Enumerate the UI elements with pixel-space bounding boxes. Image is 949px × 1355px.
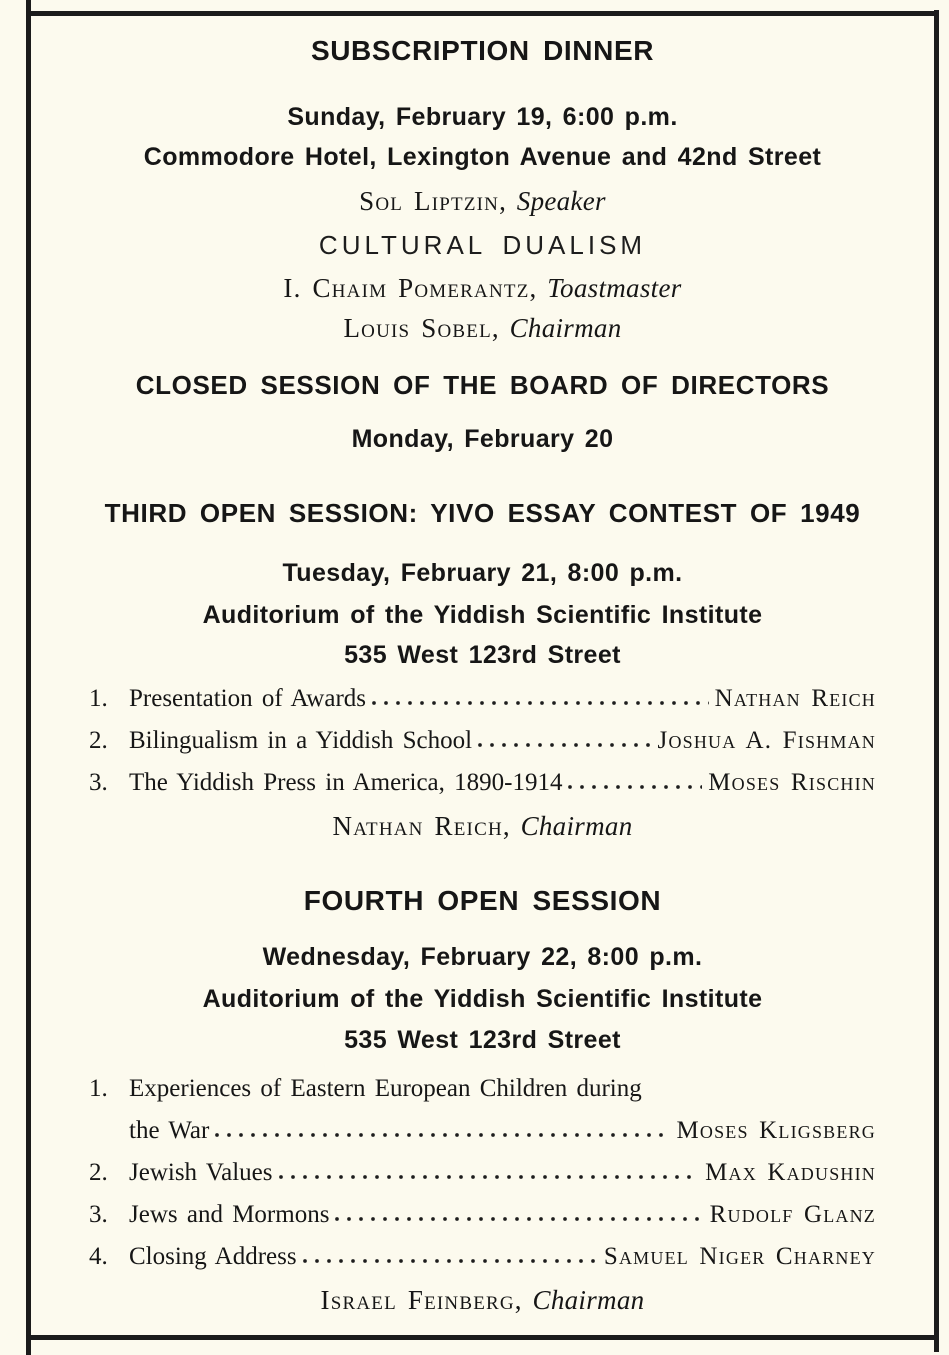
item-title: Jews and Mormons [129,1201,330,1228]
dinner-toastmaster-line [31,272,934,304]
frame-rule-right [934,10,939,1352]
program-item [89,1200,876,1230]
item-title: Jewish Values [129,1159,273,1186]
dinner-lecture-topic: CULTURAL DUALISM [318,230,647,260]
item-speaker: Max Kadushin [705,1159,876,1186]
program-item [89,1158,876,1188]
program-item [89,1242,876,1272]
item-number: 4. [89,1243,108,1270]
fourth-session-chairman-line [31,1284,934,1316]
fourth-session-chairman-name: Israel Feinberg, [320,1285,523,1315]
item-number: 3. [89,1201,108,1228]
frame-rule-bottom [30,1335,939,1340]
dinner-chairman-line [31,312,934,344]
program-item-continuation [89,1116,876,1146]
dot-leader [277,1174,700,1180]
third-session-chairman-name: Nathan Reich, [332,811,511,841]
fourth-session-program-list [31,1074,934,1272]
dot-leader [476,742,651,748]
third-session-title: THIRD OPEN SESSION: YIVO ESSAY CONTEST OF 1949 [104,498,861,528]
subscription-dinner-title: SUBSCRIPTION DINNER [310,35,655,66]
dinner-speaker-role: Speaker [516,186,606,216]
item-number: 1. [89,685,108,712]
item-number: 1. [89,1075,108,1102]
dot-leader [566,784,702,790]
item-speaker: Moses Rischin [708,769,876,796]
item-speaker: Rudolf Glanz [709,1201,876,1228]
item-title-line1: Experiences of Eastern European Children during [129,1075,642,1102]
dot-leader [370,700,709,706]
program-item [89,768,876,798]
subscription-dinner-venue: Commodore Hotel, Lexington Avenue and 42nd Street [143,143,822,171]
fourth-session-chairman-role: Chairman [532,1285,645,1315]
dot-leader [333,1216,703,1222]
third-session-date: Tuesday, February 21, 8:00 p.m. [282,559,683,587]
third-session-chairman-role: Chairman [520,811,633,841]
closed-session-title: CLOSED SESSION OF THE BOARD OF DIRECTORS [135,370,830,400]
fourth-session-address: 535 West 123rd Street [344,1026,621,1054]
program-item [89,684,876,714]
item-number: 2. [89,727,108,754]
third-session-chairman-line [31,810,934,842]
dinner-toastmaster-role: Toastmaster [547,273,682,303]
item-title: The Yiddish Press in America, 1890-1914 [129,769,563,796]
dinner-speaker-line [31,185,934,217]
closed-session-date: Monday, February 20 [351,425,614,453]
program-item [89,726,876,756]
item-title: Presentation of Awards [129,685,366,712]
dot-leader [301,1258,598,1264]
dinner-speaker-name: Sol Liptzin, [359,186,508,216]
fourth-session-title: FOURTH OPEN SESSION [303,885,662,916]
third-session-venue: Auditorium of the Yiddish Scientific Institute [202,601,763,629]
third-session-program-list [31,684,934,798]
item-number: 2. [89,1159,108,1186]
dinner-chairman-role: Chairman [509,313,622,343]
dot-leader [213,1132,670,1138]
dinner-toastmaster-name: I. Chaim Pomerantz, [283,273,538,303]
dinner-chairman-name: Louis Sobel, [343,313,500,343]
item-speaker: Moses Kligsberg [676,1117,876,1144]
item-title: Bilingualism in a Yiddish School [129,727,473,754]
third-session-address: 535 West 123rd Street [344,641,621,669]
item-speaker: Joshua A. Fishman [657,727,876,754]
item-speaker: Nathan Reich [714,685,876,712]
item-speaker: Samuel Niger Charney [603,1243,876,1270]
program-item [89,1074,876,1104]
fourth-session-venue: Auditorium of the Yiddish Scientific Institute [202,985,763,1013]
subscription-dinner-date: Sunday, February 19, 6:00 p.m. [287,103,678,131]
item-number: 3. [89,769,108,796]
item-title: Closing Address [129,1243,297,1270]
program-page [31,12,934,1316]
item-title-line2: the War [129,1117,210,1144]
fourth-session-date: Wednesday, February 22, 8:00 p.m. [262,943,703,971]
